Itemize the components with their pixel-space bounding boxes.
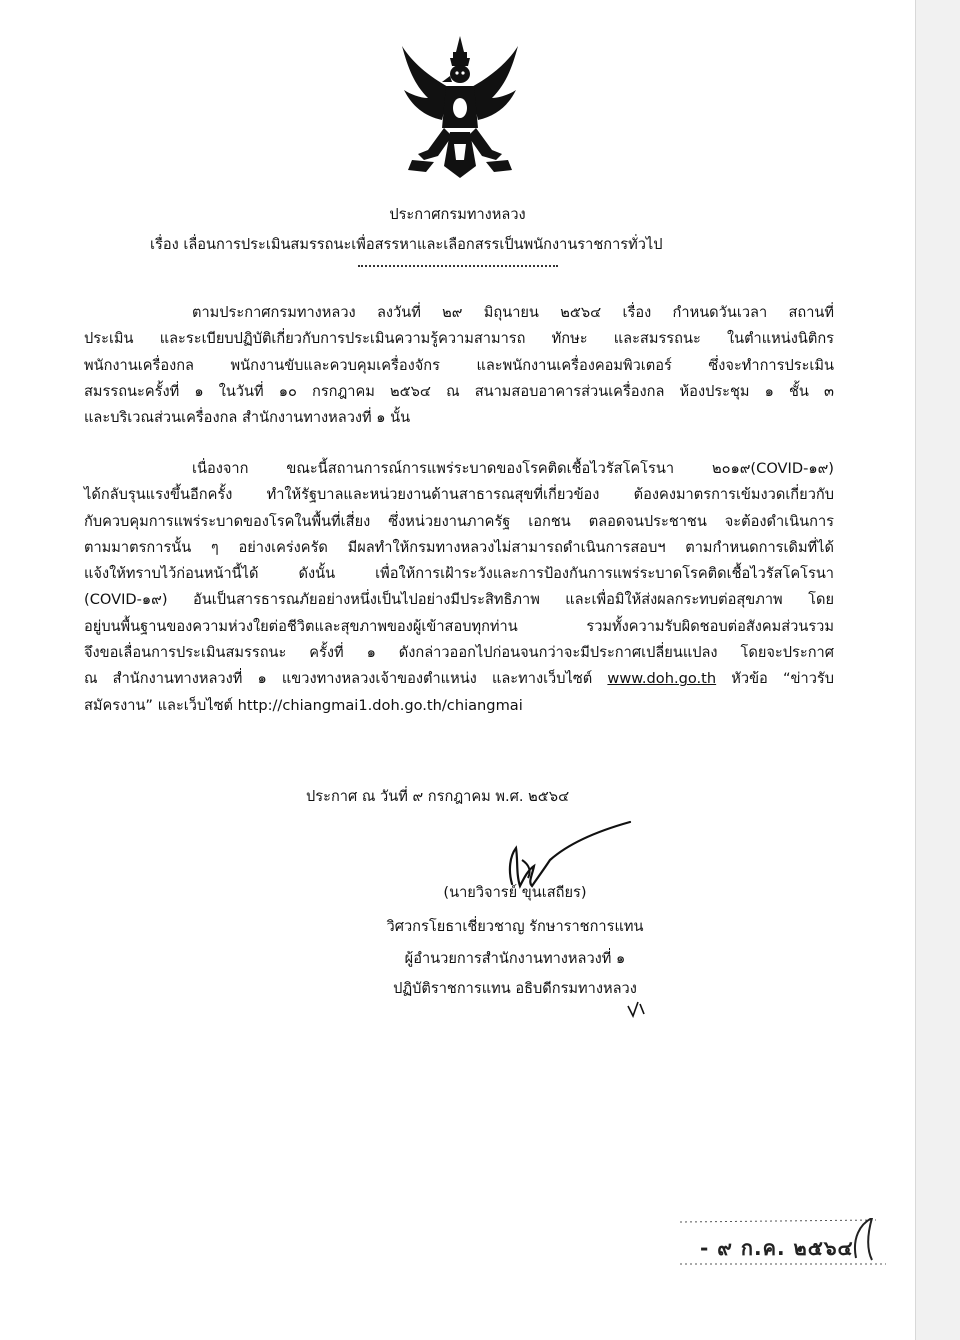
- line-text: หัวข้อ “ข่าวรับ: [716, 670, 834, 688]
- paragraph-line: ตามประกาศกรมทางหลวง ลงวันที่ ๒๙ มิถุนายน ๒๕๖๔ เรื่อง กำหนดวันเวลา สถานที่: [192, 304, 834, 321]
- paragraph-line: กับควบคุมการแพร่ระบาดของโรคในพื้นที่เสี่ยง ซึ่งหน่วยงานภาครัฐ เอกชน ตลอดจนประชาชน จะต้องดำเนินการ: [84, 512, 834, 530]
- paragraph-line: ได้กลับรุนแรงขึ้นอีกครั้ง ทำให้รัฐบาลและหน่วยงานด้านสาธารณสุขที่เกี่ยวข้อง ต้องคงมาตรการเข้มงวดเกี่ยวกับ: [84, 486, 834, 504]
- line-text: ณ สำนักงานทางหลวงที่ ๑ แขวงทางหลวงเจ้าของตำแหน่ง และทางเว็บไซต์: [84, 670, 608, 688]
- paragraph-line-with-link: [84, 666, 834, 692]
- stamp-date-text: - ๙ ก.ค. ๒๕๖๔: [700, 1236, 854, 1260]
- paragraph-line: ประเมิน และระเบียบปฏิบัติเกี่ยวกับการประเมินความรู้ความสามารถ ทักษะ และสมรรถนะ ในตำแหน่งนิติกร: [84, 330, 834, 348]
- announcement-date: ประกาศ ณ วันที่ ๙ กรกฎาคม พ.ศ. ๒๕๖๔: [306, 788, 570, 805]
- initial-mark: [626, 998, 646, 1018]
- paragraph-line: (COVID-๑๙) อันเป็นสารธารณภัยอย่างหนึ่งเป็นไปอย่างมีประสิทธิภาพ และเพื่อมิให้ส่งผลกระทบต่อสุขภาพ โดย: [84, 591, 834, 609]
- announcement-subject: เรื่อง เลื่อนการประเมินสมรรถนะเพื่อสรรหาและเลือกสรรเป็นพนักงานราชการทั่วไป: [150, 236, 663, 253]
- background-margin: [916, 0, 960, 1340]
- paragraph-line: อยู่บนพื้นฐานของความห่วงใยต่อชีวิตและสุขภาพของผู้เข้าสอบทุกท่าน รวมทั้งความรับผิดชอบต่อสังคมส่วนรวม: [84, 617, 834, 635]
- signer-name: (นายวิจารย์ ขุนเสถียร): [443, 884, 587, 901]
- paragraph-line: ตามมาตรการนั้น ๆ อย่างเคร่งครัด มีผลทำให้กรมทางหลวงไม่สามารถดำเนินการสอบฯ ตามกำหนดการเดิมที่ได้: [84, 538, 834, 556]
- dotted-divider: [358, 265, 558, 267]
- announcement-title: ประกาศกรมทางหลวง: [389, 206, 526, 223]
- paragraph-line: สมรรถนะครั้งที่ ๑ ในวันที่ ๑๐ กรกฎาคม ๒๕๖๔ ณ สนามสอบอาคารส่วนเครื่องกล ห้องประชุม ๑ ชั้น ๓: [84, 382, 834, 400]
- paragraph-1: [84, 300, 834, 431]
- garuda-emblem: [398, 32, 522, 182]
- signer-title-2: ผู้อำนวยการสำนักงานทางหลวงที่ ๑: [404, 950, 626, 967]
- paragraph-line: และบริเวณส่วนเครื่องกล สำนักงานทางหลวงที่ ๑ นั้น: [84, 409, 411, 427]
- paragraph-line: แจ้งให้ทราบไว้ก่อนหน้านี้ได้ ดังนั้น เพื่อให้การเฝ้าระวังและการป้องกันการแพร่ระบาดโรคติดเชื้อไวรัสโคโรนา: [84, 565, 834, 583]
- paragraph-line: สมัครงาน” และเว็บไซต์ http://chiangmai1.doh.go.th/chiangmai: [84, 696, 523, 714]
- paragraph-line: พนักงานเครื่องกล พนักงานขับและควบคุมเครื่องจักร และพนักงานเครื่องคอมพิวเตอร์ ซึ่งจะทำการประเมิน: [84, 356, 834, 374]
- doh-website-link[interactable]: www.doh.go.th: [607, 670, 717, 688]
- paragraph-2: [84, 456, 834, 719]
- paragraph-line: เนื่องจาก ขณะนี้สถานการณ์การแพร่ระบาดของโรคติดเชื้อไวรัสโคโรนา ๒๐๑๙(COVID-๑๙): [192, 460, 834, 477]
- paragraph-line: จึงขอเลื่อนการประเมินสมรรถนะ ครั้งที่ ๑ ดังกล่าวออกไปก่อนจนกว่าจะมีประกาศเปลี่ยนแปลง โดยจะประกาศ: [84, 644, 834, 662]
- signer-title-3: ปฏิบัติราชการแทน อธิบดีกรมทางหลวง: [393, 980, 637, 997]
- signer-title-1: วิศวกรโยธาเชี่ยวชาญ รักษาราชการแทน: [386, 918, 644, 935]
